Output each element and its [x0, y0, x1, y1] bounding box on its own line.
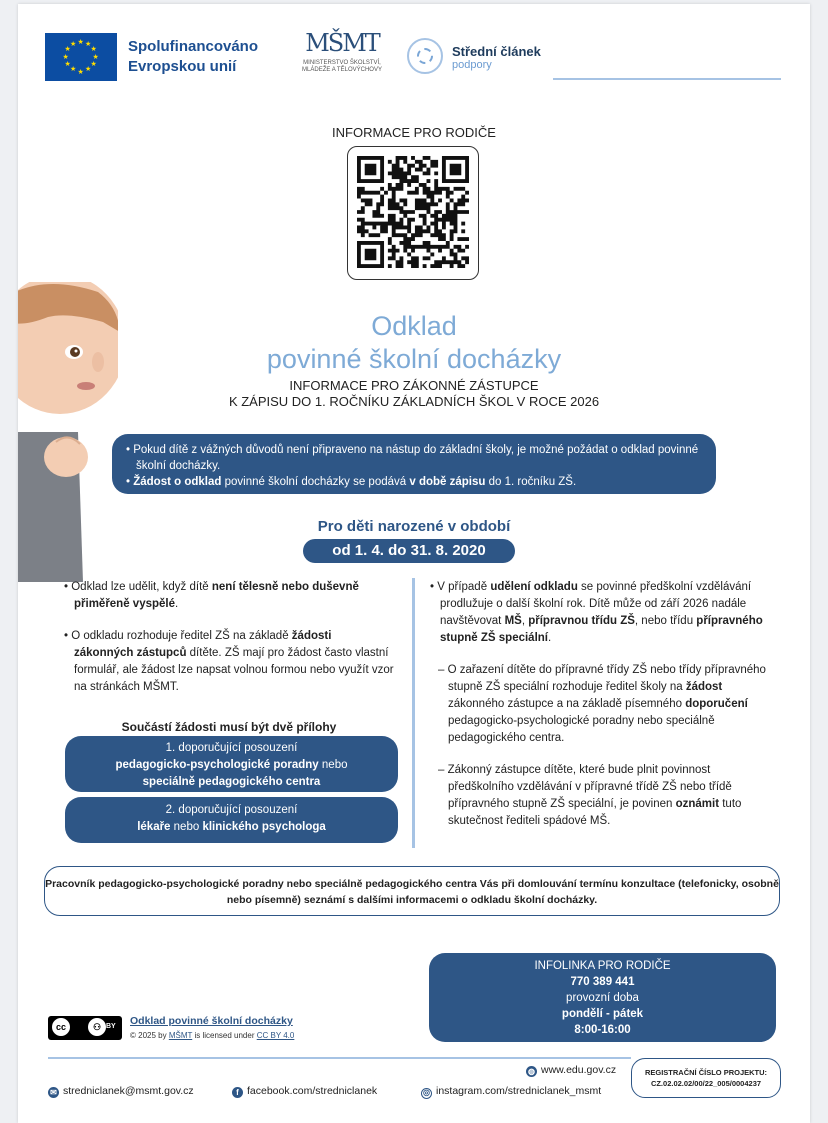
footer-divider [48, 1057, 631, 1059]
web-link[interactable] [526, 1064, 616, 1077]
license-t1: © 2025 by [130, 1031, 169, 1040]
column-divider [412, 578, 415, 848]
infoline-box [429, 953, 776, 1042]
intro-b2-bold1: Žádost o odklad [133, 476, 222, 488]
facebook-text: facebook.com/stredniclanek [247, 1085, 378, 1097]
right-column [430, 579, 766, 830]
eu-star-icon: ★ [64, 61, 71, 68]
reg-label: REGISTRAČNÍ ČÍSLO PROJEKTU: [644, 1068, 768, 1077]
cc-license-badge[interactable] [48, 1016, 122, 1040]
right-p1-b4: přípravného stupně ZŠ speciální [440, 615, 763, 644]
eu-star-icon: ★ [70, 40, 77, 48]
facebook-link[interactable] [232, 1085, 377, 1098]
license-msmt-link[interactable]: MŠMT [168, 1031, 193, 1040]
attachment-2-b2: klinického psychologa [202, 821, 326, 833]
stredni-clanek-icon [407, 38, 443, 74]
attachment-2-b1: lékaře [137, 821, 171, 833]
flyer-page [18, 4, 810, 1123]
eu-star-icon: ★ [70, 66, 77, 74]
intro-box [112, 434, 716, 494]
main-subtitle-line1: INFORMACE PRO ZÁKONNÉ ZÁSTUPCE [289, 378, 539, 393]
right-d2-t1: Zákonný zástupce dítěte, které bude plnit povinnost předškolního vzdělávání v přípravné třídě ZŠ nebo třídě přípravného stupně ZŠ speciální, je povinen [447, 764, 732, 810]
attachment-1-b1: pedagogicko-psychologické poradny [115, 759, 319, 771]
right-dash-2: – Zákonný zástupce dítěte, které bude plnit povinnost předškolního vzdělávání v přípravné třídě ZŠ nebo třídě přípravného stupně ZŠ speciální, je povinen oznámit tuto skutečnost řediteli spádové MŠ. [438, 764, 742, 827]
eu-line1: Spolufinancováno [128, 38, 259, 55]
intro-b2-t1: povinné školní docházky se podává [221, 476, 410, 488]
intro-bullet-1: • Pokud dítě z vážných důvodů není připraveno na nástup do základní školy, je možné požádat o odklad povinné školní docházky. [126, 444, 699, 472]
main-title-line2: povinné školní docházky [266, 344, 562, 374]
right-d2-t2: tuto skutečnost řediteli spádové MŠ. [448, 798, 742, 827]
intro-b2-t2: do 1. ročníku ZŠ. [485, 476, 577, 488]
infoline-title: INFOLINKA PRO RODIČE [534, 960, 671, 972]
infoline-days: pondělí - pátek [561, 1008, 644, 1020]
email-text: stredniclanek@msmt.gov.cz [63, 1085, 194, 1097]
attachment-2-t2: nebo [170, 821, 203, 833]
stredni-clanek-title: Střední článek [452, 44, 541, 59]
by-icon: ⚇ [88, 1018, 106, 1036]
main-subtitle [18, 378, 810, 410]
attachment-1-line1: 1. doporučující posouzení [165, 742, 298, 754]
instagram-icon: ◎ [421, 1088, 432, 1099]
eu-star-icon: ★ [77, 68, 84, 76]
attachment-1-line3 [65, 774, 398, 791]
right-d1-t2: zákonného zástupce a na základě písemného [448, 698, 686, 710]
eu-line2: Evropskou unií [128, 58, 237, 75]
facebook-icon: f [232, 1087, 243, 1098]
mail-icon: ✉ [48, 1087, 59, 1098]
main-title [18, 310, 810, 376]
instagram-text: instagram.com/stredniclanek_msmt [436, 1085, 602, 1097]
license-text [130, 1031, 294, 1040]
msmt-logo [290, 30, 394, 74]
msmt-line1: MINISTERSTVO ŠKOLSTVÍ, [303, 60, 381, 66]
intro-bullet-1-text: Pokud dítě z vážných důvodů není připraveno na nástup do základní školy, je možné požádat o odklad povinné školní docházky. [133, 444, 699, 472]
eu-star-icon: ★ [90, 46, 97, 53]
born-period-title: Pro děti narozené v období [317, 518, 511, 535]
right-p1-t1: V případě [437, 581, 491, 593]
header-divider [553, 78, 781, 80]
main-title-line1: Odklad [371, 311, 457, 341]
by-label: BY [106, 1023, 116, 1030]
msmt-mark: MŠMT [305, 29, 379, 57]
eu-cofinance-text [128, 37, 258, 77]
qr-code-icon[interactable] [347, 146, 479, 280]
right-d1-t1: O zařazení dítěte do přípravné třídy ZŠ nebo třídy přípravného stupně ZŠ speciální rozhoduje ředitel školy na [447, 664, 766, 693]
email-link[interactable] [48, 1085, 194, 1098]
eu-star-icon: ★ [85, 40, 92, 48]
right-d1-b2: doporučení [685, 698, 748, 710]
qr-label: INFORMACE PRO RODIČE [332, 125, 496, 140]
license-t2: is licensed under [192, 1031, 257, 1040]
eu-flag-logo [45, 33, 117, 81]
intro-bullet-2: • Žádost o odklad povinné školní docházky se podává v době zápisu do 1. ročníku ZŠ. [126, 476, 577, 488]
left-p2-b1: žádosti zákonných zástupců [74, 630, 332, 659]
qr-code-graphic [357, 156, 469, 268]
attachment-2-box [65, 797, 398, 843]
infoline-phone[interactable]: 770 389 441 [570, 976, 635, 988]
stredni-clanek-subtitle: podpory [452, 59, 492, 71]
right-p1-t2: se povinné předškolní vzdělávání prodlužuje o další školní rok. Dítě může od září 2026 nadále navštěvovat [440, 581, 752, 627]
eu-star-icon: ★ [62, 53, 69, 61]
registration-box [631, 1058, 781, 1098]
right-p1-b3: přípravnou třídu ZŠ [528, 615, 635, 627]
instagram-link[interactable] [421, 1085, 601, 1099]
infoline-hours: 8:00-16:00 [574, 1024, 631, 1036]
right-bullet-1: • V případě udělení odkladu se povinné předškolní vzdělávání prodlužuje o další školní rok. Dítě může od září 2026 nadále navštěvovat MŠ, přípravnou třídu ZŠ, nebo třídu přípravného stupně ZŠ speciální. [430, 581, 763, 644]
eu-star-icon: ★ [85, 66, 92, 74]
license-cc-link[interactable]: CC BY 4.0 [256, 1031, 295, 1040]
attachment-1-line2 [65, 757, 398, 774]
reg-number: CZ.02.02.02/00/22_005/0004237 [650, 1079, 762, 1088]
left-p1-b1: není tělesně nebo duševně přiměřeně vyspělé [74, 581, 359, 610]
left-p2-t2: dítěte. ZŠ mají pro žádost často vlastní formulář, ale žádost lze napsat volnou formou nebo využít vzor na stránkách MŠMT. [74, 647, 394, 693]
attachment-1-b2: speciálně pedagogického centra [142, 776, 321, 788]
main-subtitle-line2: K ZÁPISU DO 1. ROČNÍKU ZÁKLADNÍCH ŠKOL V ROCE 2026 [228, 394, 600, 409]
eu-star-icon: ★ [64, 46, 71, 53]
web-text: www.edu.gov.cz [541, 1064, 617, 1076]
left-column [64, 579, 394, 696]
right-p1-t5: . [548, 632, 552, 644]
infoline-hours-label: provozní doba [566, 992, 639, 1004]
consultation-notice: Pracovník pedagogicko-psychologické poradny nebo speciálně pedagogického centra Vás při domlouvání termínu konzultace (telefonicky, osobně nebo písemně) seznámí s dalšími informacemi o odkladu školní docházky. [44, 866, 780, 916]
eu-star-icon: ★ [92, 53, 99, 61]
qr-modules [357, 156, 469, 268]
right-p1-b2: MŠ [504, 615, 522, 627]
attachment-2-line1: 2. doporučující posouzení [165, 804, 298, 816]
license-title-link[interactable]: Odklad povinné školní docházky [130, 1015, 293, 1027]
right-d1-b1: žádost [685, 681, 723, 693]
left-p1-t2: . [175, 598, 179, 610]
msmt-line2: MLÁDEŽE A TĚLOVÝCHOVY [302, 67, 382, 73]
cc-icon: cc [52, 1018, 70, 1036]
right-d2-b1: oznámit [675, 798, 720, 810]
left-bullet-2: • O odkladu rozhoduje ředitel ZŠ na základě žádosti zákonných zástupců dítěte. ZŠ mají pro žádost často vlastní formulář, ale žádost lze napsat volnou formou nebo využít vzor na stránkách MŠMT. [64, 630, 394, 693]
attachments-title: Součástí žádosti musí být dvě přílohy [121, 720, 337, 734]
attachment-2-line2 [65, 819, 398, 836]
right-p1-b1: udělení odkladu [490, 581, 578, 593]
attachment-1-t2: nebo [318, 759, 348, 771]
left-bullet-1: • Odklad lze udělit, když dítě není tělesně nebo duševně přiměřeně vyspělé. [64, 581, 359, 610]
right-p1-t4: , nebo třídu [634, 615, 697, 627]
attachment-1-box [65, 736, 398, 792]
right-p1-t3: , [521, 615, 529, 627]
left-p2-t1: O odkladu rozhoduje ředitel ZŠ na základě [71, 630, 292, 642]
eu-star-icon: ★ [77, 38, 84, 46]
born-period-dates: od 1. 4. do 31. 8. 2020 [303, 539, 515, 563]
eu-star-icon: ★ [90, 61, 97, 68]
left-p1-t1: Odklad lze udělit, když dítě [71, 581, 212, 593]
intro-b2-bold2: v době zápisu [409, 476, 486, 488]
right-dash-1: – O zařazení dítěte do přípravné třídy ZŠ nebo třídy přípravného stupně ZŠ speciální rozhoduje ředitel školy na žádost zákonného zástupce a na základě písemného doporučení pedagogicko-psychologické poradny nebo speciálně pedagogického centra. [438, 664, 766, 744]
globe-icon: ◍ [526, 1066, 537, 1077]
right-d1-t3: pedagogicko-psychologické poradny nebo speciálně pedagogického centra. [448, 715, 715, 744]
